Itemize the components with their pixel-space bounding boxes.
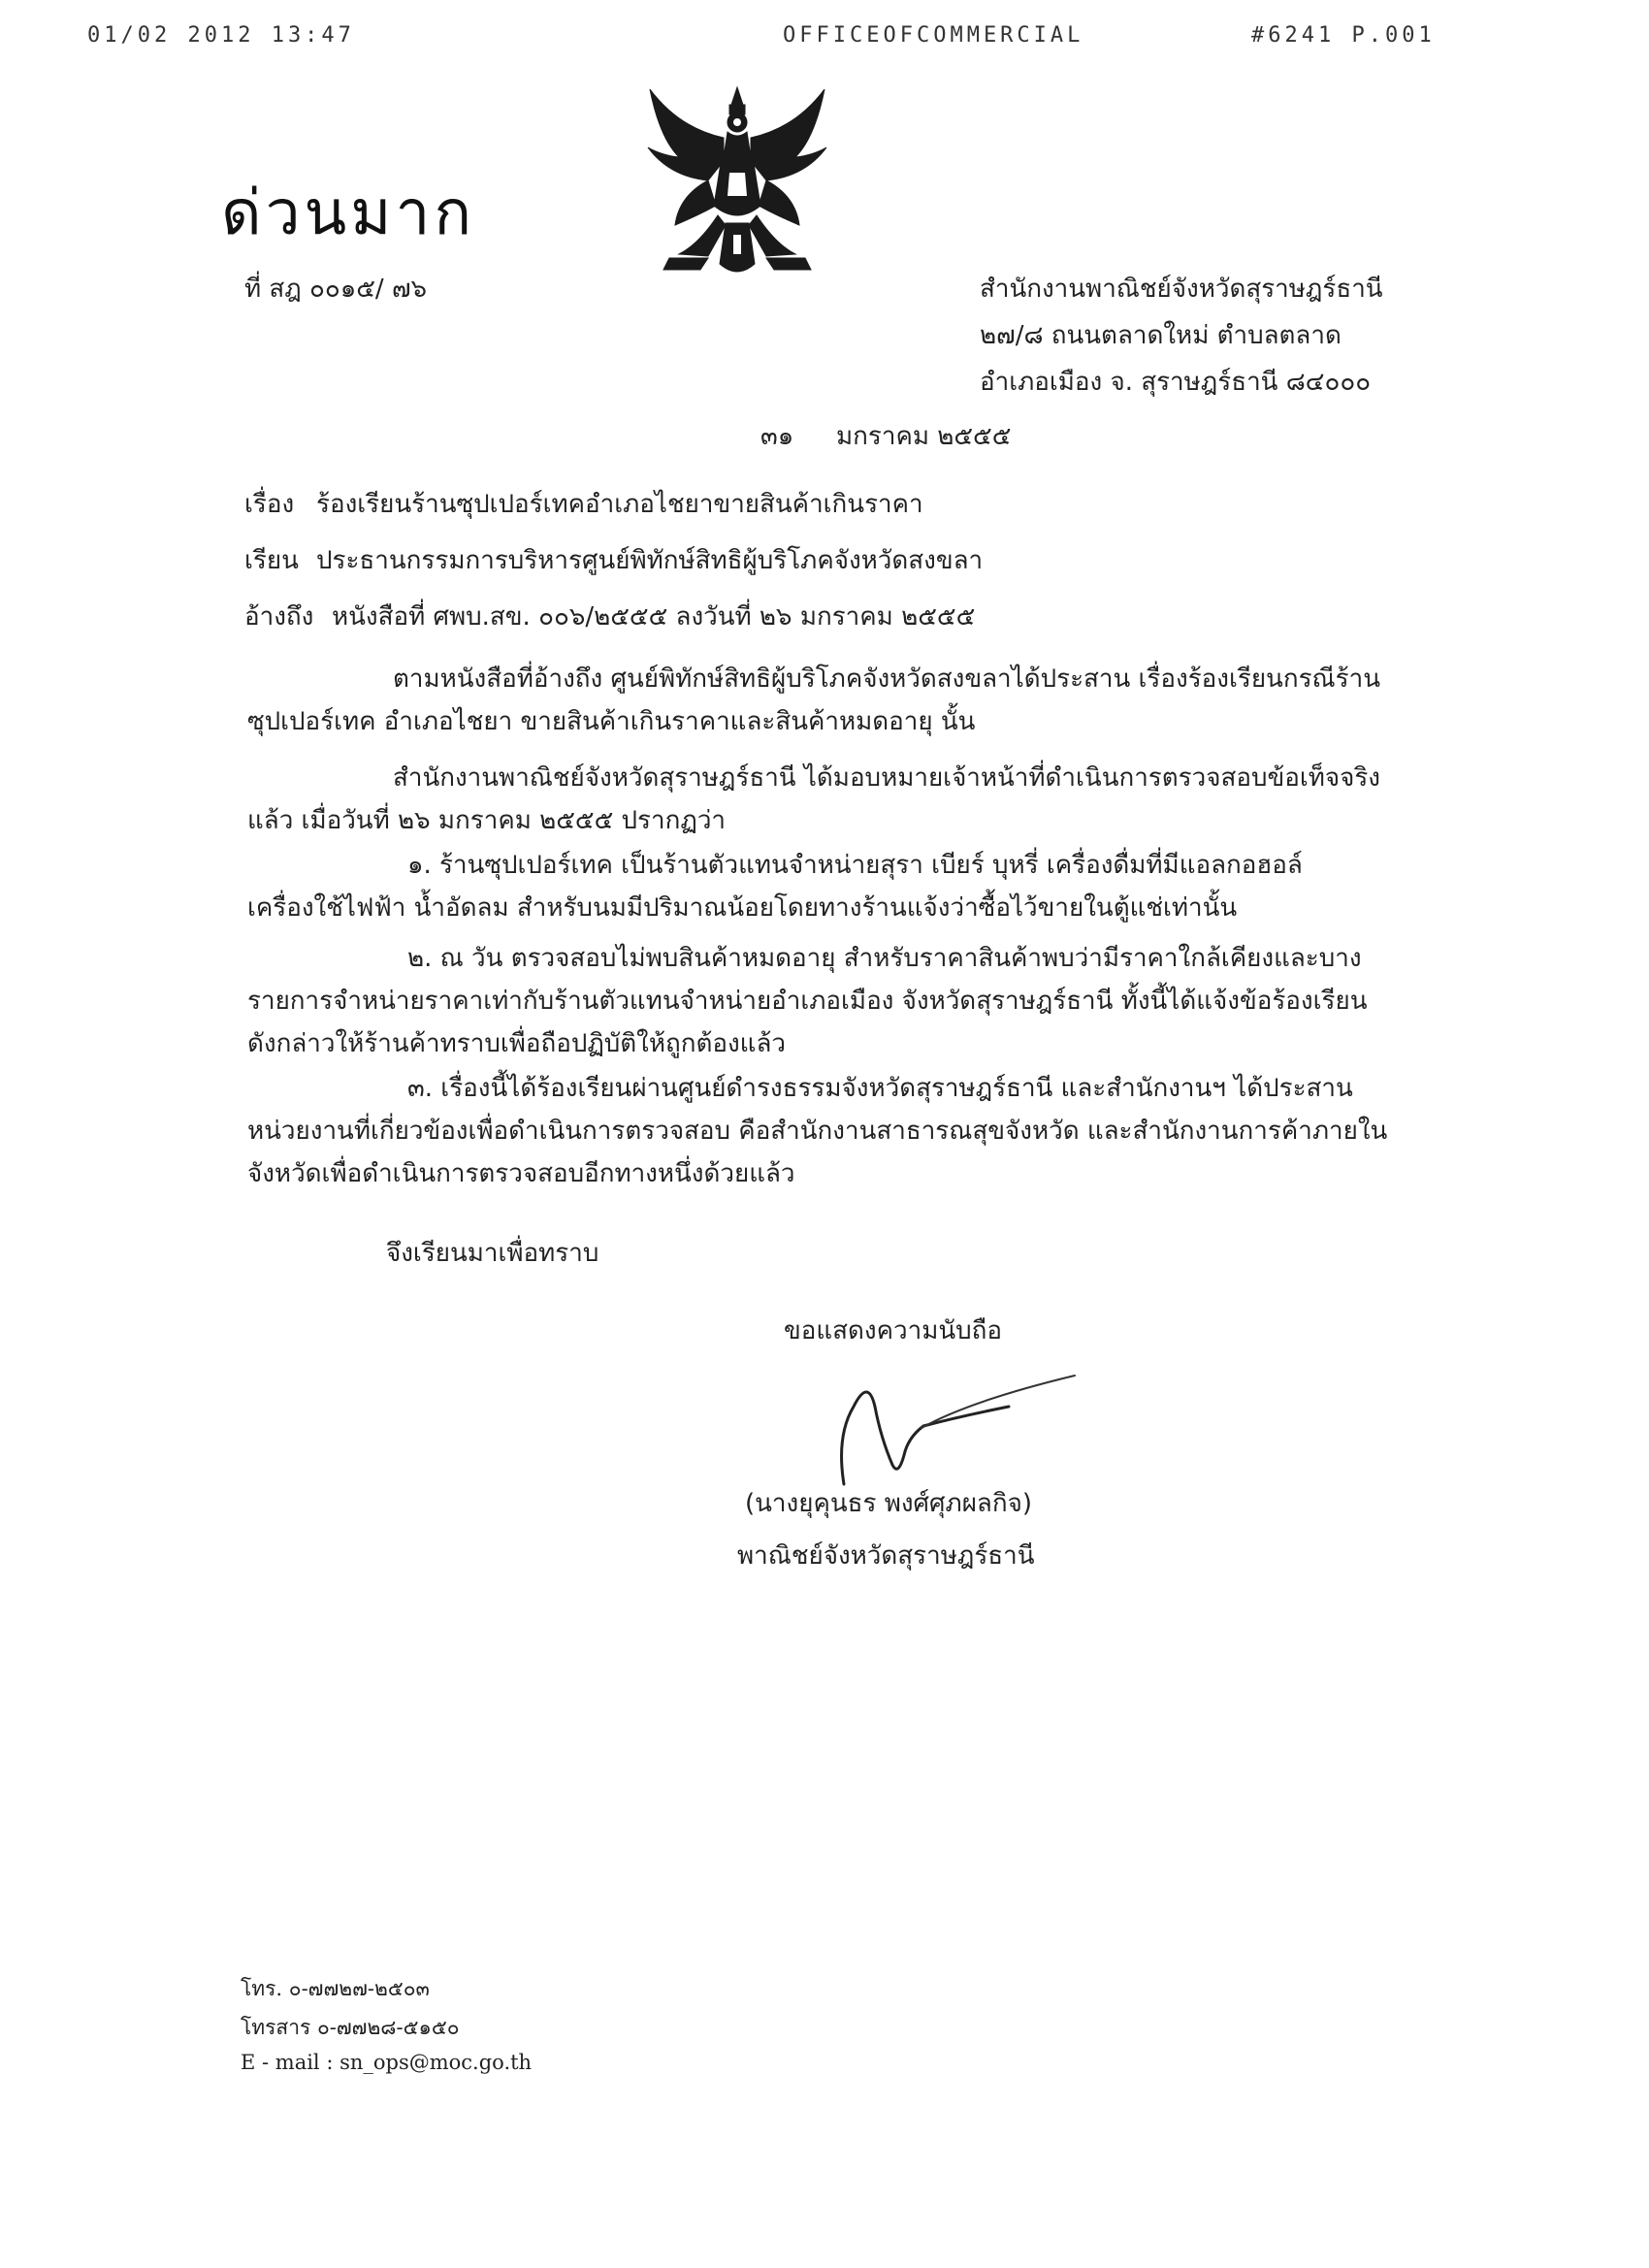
body-line: แล้ว เมื่อวันที่ ๒๖ มกราคม ๒๕๕๕ ปรากฏว่า — [247, 806, 727, 835]
contact-tel: โทร. ๐-๗๗๒๗-๒๕๐๓ — [241, 1977, 430, 2000]
reference-text: หนังสือที่ ศพบ.สข. ๐๐๖/๒๕๕๕ ลงวันที่ ๒๖ มกราคม ๒๕๕๕ — [332, 602, 976, 632]
body-item-1 — [247, 844, 1374, 929]
body-line: ๒. ณ วัน ตรวจสอบไม่พบสินค้าหมดอายุ สำหรับราคาสินค้าพบว่ามีราคาใกล้เคียงและบาง — [407, 944, 1362, 973]
body-line: รายการจำหน่ายราคาเท่ากับร้านตัวแทนจำหน่ายอำเภอเมือง จังหวัดสุราษฎร์ธานี ทั้งนี้ได้แจ้งข้อร้องเรียน — [247, 987, 1368, 1016]
body-line: จังหวัดเพื่อดำเนินการตรวจสอบอีกทางหนึ่งด้วยแล้ว — [247, 1159, 795, 1188]
body-paragraph-2 — [247, 757, 1380, 842]
signature-icon — [815, 1348, 1086, 1494]
reference-label: อ้างถึง — [244, 602, 314, 632]
urgency-stamp: ด่วนมาก — [221, 178, 476, 249]
regards-text: ขอแสดงความนับถือ — [784, 1316, 1002, 1345]
body-line: เครื่องใช้ไฟฟ้า น้ำอัดลม สำหรับนมมีปริมาณน้อยโดยทางร้านแจ้งว่าซื้อไว้ขายในตู้แช่เท่านั้น — [247, 893, 1238, 923]
sender-address-line3: อำเภอเมือง จ. สุราษฎร์ธานี ๘๔๐๐๐ — [980, 368, 1372, 397]
body-line: หน่วยงานที่เกี่ยวข้องเพื่อดำเนินการตรวจสอบ คือสำนักงานสาธารณสุขจังหวัด และสำนักงานการค้าภายใน — [247, 1117, 1388, 1146]
fax-office: OFFICEOFCOMMERCIAL — [783, 23, 1084, 48]
signatory-title: พาณิชย์จังหวัดสุราษฎร์ธานี — [737, 1541, 1035, 1571]
sender-address-line1: สำนักงานพาณิชย์จังหวัดสุราษฎร์ธานี — [980, 275, 1383, 304]
letter-date-month-year: มกราคม ๒๕๕๕ — [836, 422, 1012, 451]
subject-label: เรื่อง — [244, 490, 295, 519]
body-paragraph-1 — [247, 658, 1380, 743]
body-item-2 — [247, 937, 1374, 1065]
body-line: ดังกล่าวให้ร้านค้าทราบเพื่อถือปฏิบัติให้ถูกต้องแล้ว — [247, 1029, 786, 1058]
closing-text: จึงเรียนมาเพื่อทราบ — [386, 1239, 599, 1268]
body-item-3 — [247, 1067, 1388, 1195]
recipient-text: ประธานกรรมการบริหารศูนย์พิทักษ์สิทธิผู้บริโภคจังหวัดสงขลา — [316, 546, 984, 575]
contact-fax: โทรสาร ๐-๗๗๒๘-๕๑๕๐ — [241, 2016, 460, 2039]
body-line: ๑. ร้านซุปเปอร์เทค เป็นร้านตัวแทนจำหน่ายสุรา เบียร์ บุหรี่ เครื่องดื่มที่มีแอลกอฮอล์ — [407, 851, 1303, 880]
garuda-emblem-icon — [640, 80, 834, 293]
fax-page-ref: #6241 P.001 — [1251, 23, 1436, 48]
subject-text: ร้องเรียนร้านซุปเปอร์เทคอำเภอไชยาขายสินค้าเกินราคา — [316, 490, 923, 519]
sender-address-line2: ๒๗/๘ ถนนตลาดใหม่ ตำบลตลาด — [980, 321, 1342, 350]
body-line: ซุปเปอร์เทค อำเภอไชยา ขายสินค้าเกินราคาและสินค้าหมดอายุ นั้น — [247, 707, 976, 736]
body-line: ตามหนังสือที่อ้างถึง ศูนย์พิทักษ์สิทธิผู้บริโภคจังหวัดสงขลาได้ประสาน เรื่องร้องเรียนกรณีร้าน — [393, 664, 1380, 694]
body-line: ๓. เรื่องนี้ได้ร้องเรียนผ่านศูนย์ดำรงธรรมจังหวัดสุราษฎร์ธานี และสำนักงานฯ ได้ประสาน — [407, 1074, 1353, 1103]
document-number: ที่ สฎ ๐๐๑๕/ ๗๖ — [244, 275, 427, 304]
recipient-label: เรียน — [244, 546, 299, 575]
letter-date-day: ๓๑ — [760, 422, 794, 451]
body-line: สำนักงานพาณิชย์จังหวัดสุราษฎร์ธานี ได้มอบหมายเจ้าหน้าที่ดำเนินการตรวจสอบข้อเท็จจริง — [393, 763, 1380, 793]
signatory-name: (นางยุคุนธร พงศ์ศุภผลกิจ) — [745, 1489, 1032, 1518]
contact-email: E - mail : sn_ops@moc.go.th — [241, 2051, 533, 2074]
fax-datetime: 01/02 2012 13:47 — [87, 23, 355, 48]
